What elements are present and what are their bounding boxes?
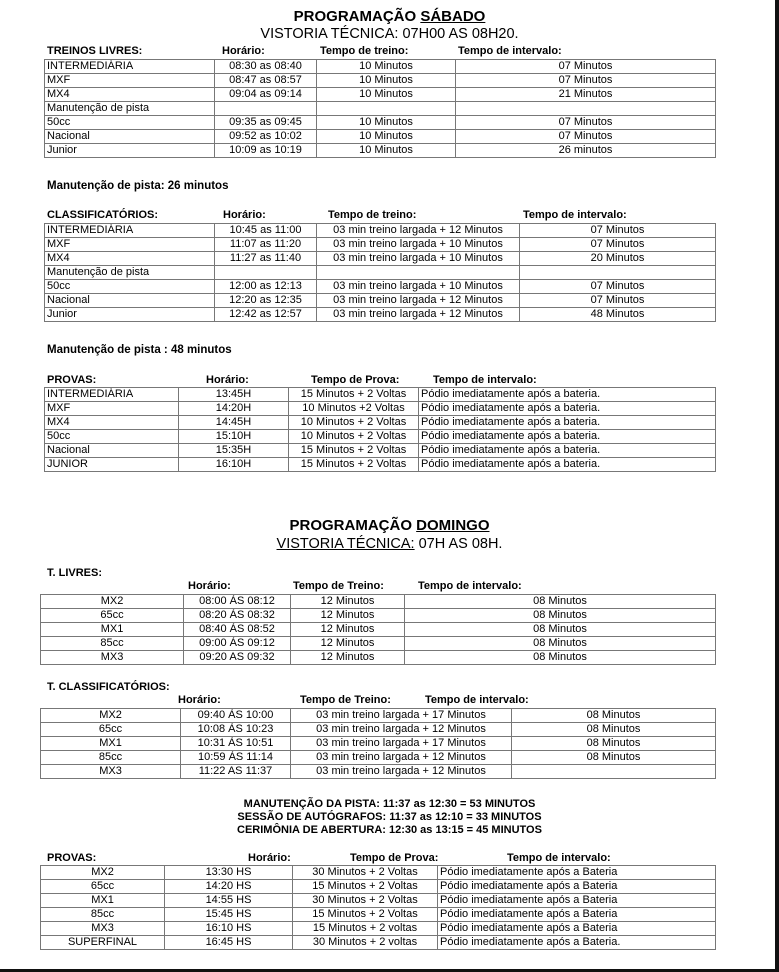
saturday-title-prefix: PROGRAMAÇÃO [293,8,421,25]
category-cell: 85cc [41,908,165,922]
sunday-vistoria [0,536,779,552]
sunday-midday-line-1: MANUTENÇÃO DA PISTA: 11:37 as 12:30 = 53 MINUTOS [243,798,536,810]
category-cell: Nacional [45,130,215,144]
duration-cell: 10 Minutos [317,130,456,144]
category-cell: MX1 [41,623,184,637]
time-cell [215,266,317,280]
table-row [45,88,716,102]
time-cell: 14:20H [179,402,289,416]
category-cell: MX1 [41,894,165,908]
sun-races-header-duration: Tempo de Prova: [350,852,439,864]
time-cell: 16:45 HS [165,936,293,950]
sat-class-header-time: Horário: [223,209,266,221]
table-row [41,922,716,936]
category-cell: MXF [45,238,215,252]
duration-cell: 03 min treino largada + 17 Minutos [291,737,512,751]
time-cell: 10:08 ÀS 10:23 [181,723,291,737]
sun-class-header-duration: Tempo de Treino: [300,694,391,706]
sun-races-header-section: PROVAS: [47,852,97,864]
sat-free-header-time: Horário: [222,45,265,57]
table-row [41,908,716,922]
table-row [45,458,716,472]
time-cell [215,102,317,116]
sat-class-header [47,209,727,222]
interval-cell: 21 Minutos [456,88,716,102]
sat-class-header-section: CLASSIFICATÓRIOS: [47,209,159,221]
table-row [41,723,716,737]
duration-cell: 30 Minutos + 2 Voltas [293,894,438,908]
time-cell: 08:40 ÀS 08:52 [184,623,291,637]
interval-cell: 08 Minutos [512,709,716,723]
sat-class-header-duration: Tempo de treino: [328,209,417,221]
interval-cell [456,102,716,116]
time-cell: 15:35H [179,444,289,458]
table-row [41,936,716,950]
time-cell: 10:59 ÀS 11:14 [181,751,291,765]
saturday-title-day: SÁBADO [420,8,486,25]
sunday-races-table [40,865,716,950]
table-row [41,765,716,779]
table-row [41,651,716,665]
duration-cell: 10 Minutos + 2 Voltas [289,416,419,430]
table-row [41,609,716,623]
sunday-midday-line-2: SESSÃO DE AUTÓGRAFOS: 11:37 as 12:10 = 33 MINUTOS [237,811,542,823]
time-cell: 16:10H [179,458,289,472]
interval-cell: 08 Minutos [512,737,716,751]
category-cell: MX1 [41,737,181,751]
sun-races-header [47,852,727,865]
duration-cell: 03 min treino largada + 12 Minutos [291,765,512,779]
sun-free-header-time: Horário: [188,580,231,592]
sun-free-header [40,580,720,593]
time-cell: 10:45 as 11:00 [215,224,317,238]
sunday-vistoria-label: VISTORIA TÉCNICA: [276,536,415,552]
time-cell: 09:52 as 10:02 [215,130,317,144]
interval-cell [520,266,716,280]
duration-cell: 15 Minutos + 2 Voltas [289,444,419,458]
saturday-free-practice-table [44,59,716,158]
sat-free-header [47,45,727,58]
sunday-title-prefix: PROGRAMAÇÃO [289,517,417,534]
time-cell: 09:20 AS 09:32 [184,651,291,665]
duration-cell: 15 Minutos + 2 Voltas [293,880,438,894]
duration-cell: 15 Minutos + 2 Voltas [289,458,419,472]
interval-cell: 48 Minutos [520,308,716,322]
time-cell: 11:22 AS 11:37 [181,765,291,779]
table-row [41,623,716,637]
sun-class-header-time: Horário: [178,694,221,706]
interval-cell: Pódio imediatamente após a Bateria [438,894,716,908]
sat-free-header-duration: Tempo de treino: [320,45,409,57]
sun-races-header-interval: Tempo de intervalo: [507,852,611,864]
time-cell: 14:20 HS [165,880,293,894]
sat-races-header-duration: Tempo de Prova: [311,374,400,386]
time-cell: 11:07 as 11:20 [215,238,317,252]
interval-cell: Pódio imediatamente após a bateria. [419,402,716,416]
duration-cell: 03 min treino largada + 17 Minutos [291,709,512,723]
category-cell: Junior [45,144,215,158]
category-cell: 50cc [45,116,215,130]
category-cell: 65cc [41,723,181,737]
interval-cell [512,765,716,779]
category-cell: MX3 [41,765,181,779]
time-cell: 09:04 as 09:14 [215,88,317,102]
duration-cell: 03 min treino largada + 12 Minutos [317,294,520,308]
sunday-title-day: DOMINGO [416,517,490,534]
interval-cell: 08 Minutos [405,609,716,623]
duration-cell: 03 min treino largada + 10 Minutos [317,280,520,294]
table-row [41,595,716,609]
time-cell: 14:45H [179,416,289,430]
saturday-qualifying-table [44,223,716,322]
category-cell: 65cc [41,609,184,623]
table-row [45,266,716,280]
time-cell: 14:55 HS [165,894,293,908]
table-row [45,102,716,116]
category-cell: Manutenção de pista [45,266,215,280]
table-row [41,880,716,894]
category-cell: MX2 [41,866,165,880]
category-cell: Junior [45,308,215,322]
time-cell: 08:47 as 08:57 [215,74,317,88]
category-cell: MX3 [41,922,165,936]
time-cell: 13:45H [179,388,289,402]
duration-cell: 03 min treino largada + 10 Minutos [317,252,520,266]
duration-cell: 12 Minutos [291,623,405,637]
interval-cell: 07 Minutos [520,280,716,294]
saturday-races-table [44,387,716,472]
table-row [45,388,716,402]
saturday-track-maintenance-note-1: Manutenção de pista: 26 minutos [47,180,229,192]
time-cell: 09:40 ÀS 10:00 [181,709,291,723]
table-row [41,866,716,880]
interval-cell: 26 minutos [456,144,716,158]
interval-cell: 08 Minutos [512,723,716,737]
category-cell: 50cc [45,430,179,444]
sunday-class-label: T. CLASSIFICATÓRIOS: [47,681,170,693]
table-row [45,144,716,158]
duration-cell: 03 min treino largada + 12 Minutos [291,751,512,765]
time-cell: 09:00 ÀS 09:12 [184,637,291,651]
sunday-qualifying-table [40,708,716,779]
category-cell: INTERMEDIÁRIA [45,388,179,402]
table-row [41,737,716,751]
time-cell: 16:10 HS [165,922,293,936]
table-row [41,637,716,651]
category-cell: MXF [45,74,215,88]
table-row [41,894,716,908]
category-cell: INTERMEDIÁRIA [45,224,215,238]
duration-cell: 30 Minutos + 2 Voltas [293,866,438,880]
time-cell: 12:42 as 12:57 [215,308,317,322]
category-cell: 65cc [41,880,165,894]
category-cell: 50cc [45,280,215,294]
duration-cell: 03 min treino largada + 12 Minutos [317,308,520,322]
interval-cell: 20 Minutos [520,252,716,266]
category-cell: Manutenção de pista [45,102,215,116]
table-row [45,238,716,252]
sat-races-header-section: PROVAS: [47,374,97,386]
duration-cell: 10 Minutos [317,116,456,130]
category-cell: INTERMEDIÁRIA [45,60,215,74]
category-cell: MX2 [41,709,181,723]
interval-cell: 07 Minutos [456,60,716,74]
category-cell: Nacional [45,294,215,308]
sun-free-header-duration: Tempo de Treino: [293,580,384,592]
category-cell: Nacional [45,444,179,458]
sun-races-header-time: Horário: [248,852,291,864]
sunday-free-label: T. LIVRES: [47,567,103,579]
interval-cell: Pódio imediatamente após a Bateria [438,922,716,936]
table-row [45,130,716,144]
sunday-midday-line-3: CERIMÔNIA DE ABERTURA: 12:30 as 13:15 = 45 MINUTOS [237,824,542,836]
category-cell: 85cc [41,637,184,651]
saturday-title [0,9,779,25]
table-row [45,280,716,294]
category-cell: SUPERFINAL [41,936,165,950]
duration-cell: 10 Minutos + 2 Voltas [289,430,419,444]
interval-cell: 07 Minutos [456,74,716,88]
table-row [41,709,716,723]
sunday-vistoria-value: 07H AS 08H. [414,536,503,552]
interval-cell: Pódio imediatamente após a Bateria [438,908,716,922]
table-row [45,444,716,458]
duration-cell [317,266,520,280]
interval-cell: 07 Minutos [520,238,716,252]
interval-cell: Pódio imediatamente após a bateria. [419,444,716,458]
duration-cell: 10 Minutos +2 Voltas [289,402,419,416]
category-cell: MX4 [45,252,215,266]
category-cell: MX2 [41,595,184,609]
time-cell: 08:20 ÀS 08:32 [184,609,291,623]
category-cell: MX4 [45,88,215,102]
sat-races-header [47,374,727,387]
time-cell: 12:20 as 12:35 [215,294,317,308]
sat-free-header-interval: Tempo de intervalo: [458,45,562,57]
table-row [45,116,716,130]
interval-cell: Pódio imediatamente após a Bateria [438,880,716,894]
sat-races-header-interval: Tempo de intervalo: [433,374,537,386]
sat-free-header-section: TREINOS LIVRES: [47,45,143,57]
table-row [41,751,716,765]
duration-cell: 12 Minutos [291,609,405,623]
interval-cell: Pódio imediatamente após a bateria. [419,458,716,472]
time-cell: 10:31 ÀS 10:51 [181,737,291,751]
time-cell: 13:30 HS [165,866,293,880]
table-row [45,224,716,238]
sun-class-header-interval: Tempo de intervalo: [425,694,529,706]
interval-cell: 07 Minutos [520,224,716,238]
table-row [45,402,716,416]
interval-cell: 07 Minutos [456,116,716,130]
time-cell: 10:09 as 10:19 [215,144,317,158]
category-cell: MXF [45,402,179,416]
duration-cell: 03 min treino largada + 12 Minutos [291,723,512,737]
interval-cell: 08 Minutos [405,651,716,665]
interval-cell: Pódio imediatamente após a bateria. [419,430,716,444]
duration-cell: 15 Minutos + 2 Voltas [289,388,419,402]
time-cell: 15:10H [179,430,289,444]
sun-class-header [40,694,720,707]
interval-cell: Pódio imediatamente após a bateria. [419,388,716,402]
saturday-vistoria: VISTORIA TÉCNICA: 07H00 AS 08H20. [260,26,519,42]
time-cell: 15:45 HS [165,908,293,922]
time-cell: 08:00 ÀS 08:12 [184,595,291,609]
duration-cell: 12 Minutos [291,595,405,609]
sunday-free-practice-table [40,594,716,665]
table-row [45,308,716,322]
time-cell: 08:30 as 08:40 [215,60,317,74]
interval-cell: Pódio imediatamente após a Bateria [438,866,716,880]
interval-cell: Pódio imediatamente após a Bateria. [438,936,716,950]
time-cell: 12:00 as 12:13 [215,280,317,294]
duration-cell: 10 Minutos [317,74,456,88]
interval-cell: Pódio imediatamente após a bateria. [419,416,716,430]
category-cell: JUNIOR [45,458,179,472]
duration-cell: 12 Minutos [291,651,405,665]
table-row [45,294,716,308]
duration-cell: 03 min treino largada + 10 Minutos [317,238,520,252]
duration-cell: 10 Minutos [317,60,456,74]
category-cell: MX4 [45,416,179,430]
interval-cell: 08 Minutos [405,623,716,637]
time-cell: 09:35 as 09:45 [215,116,317,130]
table-row [45,430,716,444]
duration-cell: 15 Minutos + 2 voltas [293,922,438,936]
duration-cell: 15 Minutos + 2 Voltas [293,908,438,922]
table-row [45,252,716,266]
category-cell: 85cc [41,751,181,765]
time-cell: 11:27 as 11:40 [215,252,317,266]
interval-cell: 08 Minutos [405,637,716,651]
sun-free-header-interval: Tempo de intervalo: [418,580,522,592]
interval-cell: 07 Minutos [456,130,716,144]
duration-cell: 30 Minutos + 2 voltas [293,936,438,950]
saturday-track-maintenance-note-2: Manutenção de pista : 48 minutos [47,344,232,356]
interval-cell: 07 Minutos [520,294,716,308]
duration-cell [317,102,456,116]
sunday-title [0,518,779,534]
table-row [45,74,716,88]
sat-races-header-time: Horário: [206,374,249,386]
sat-class-header-interval: Tempo de intervalo: [523,209,627,221]
interval-cell: 08 Minutos [405,595,716,609]
table-row [45,416,716,430]
category-cell: MX3 [41,651,184,665]
interval-cell: 08 Minutos [512,751,716,765]
duration-cell: 12 Minutos [291,637,405,651]
duration-cell: 10 Minutos [317,144,456,158]
duration-cell: 10 Minutos [317,88,456,102]
duration-cell: 03 min treino largada + 12 Minutos [317,224,520,238]
table-row [45,60,716,74]
